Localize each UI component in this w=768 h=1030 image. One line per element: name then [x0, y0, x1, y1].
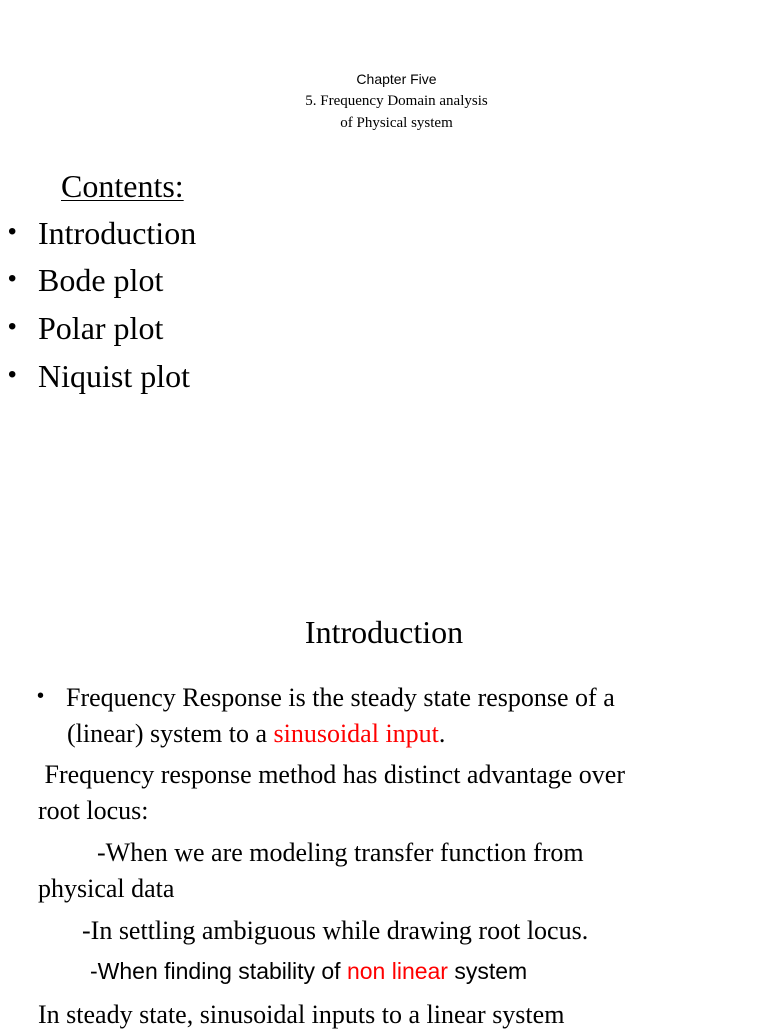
point-1-line2: physical data	[38, 874, 175, 903]
paragraph-line1: Frequency response method has distinct advantage over	[38, 760, 625, 789]
point-3	[90, 958, 527, 985]
bullet-icon: •	[8, 265, 17, 292]
toc-item-bode-plot	[8, 262, 163, 299]
bullet-paragraph-line1	[37, 683, 615, 713]
toc-item-label: Bode plot	[38, 262, 164, 298]
point-3-text: -When finding stability of	[90, 958, 347, 984]
toc-item-label: Introduction	[38, 215, 197, 251]
point-1-line1: -When we are modeling transfer function from	[97, 838, 584, 867]
point-2: -In settling ambiguous while drawing root locus.	[82, 916, 589, 945]
paragraph-line2: root locus:	[38, 796, 149, 825]
bullet-paragraph-line2	[67, 719, 445, 749]
bullet-icon: •	[8, 361, 17, 388]
bullet-icon: •	[37, 685, 45, 707]
toc-item-label: Niquist plot	[38, 358, 191, 394]
bullet-text: Frequency Response is the steady state response of a	[66, 683, 615, 712]
chapter-title: 5. Frequency Domain analysis	[305, 93, 488, 109]
chapter-label: Chapter Five	[356, 71, 437, 87]
last-line: In steady state, sinusoidal inputs to a linear system	[38, 1000, 565, 1029]
point-3-text: system	[447, 958, 528, 984]
bullet-icon: •	[8, 218, 17, 245]
highlight-text: non linear	[346, 958, 448, 984]
toc-item-label: Polar plot	[38, 310, 164, 346]
highlight-text: sinusoidal input	[273, 719, 439, 748]
section-title: Introduction	[304, 614, 464, 650]
chapter-subtitle: of Physical system	[340, 115, 453, 131]
toc-item-polar-plot	[8, 310, 163, 347]
bullet-icon: •	[8, 313, 17, 340]
toc-item-introduction	[8, 215, 196, 252]
contents-heading: Contents:	[61, 168, 184, 204]
toc-item-niquist-plot	[8, 358, 190, 395]
bullet-text: .	[438, 719, 446, 748]
bullet-text: (linear) system to a	[67, 719, 274, 748]
